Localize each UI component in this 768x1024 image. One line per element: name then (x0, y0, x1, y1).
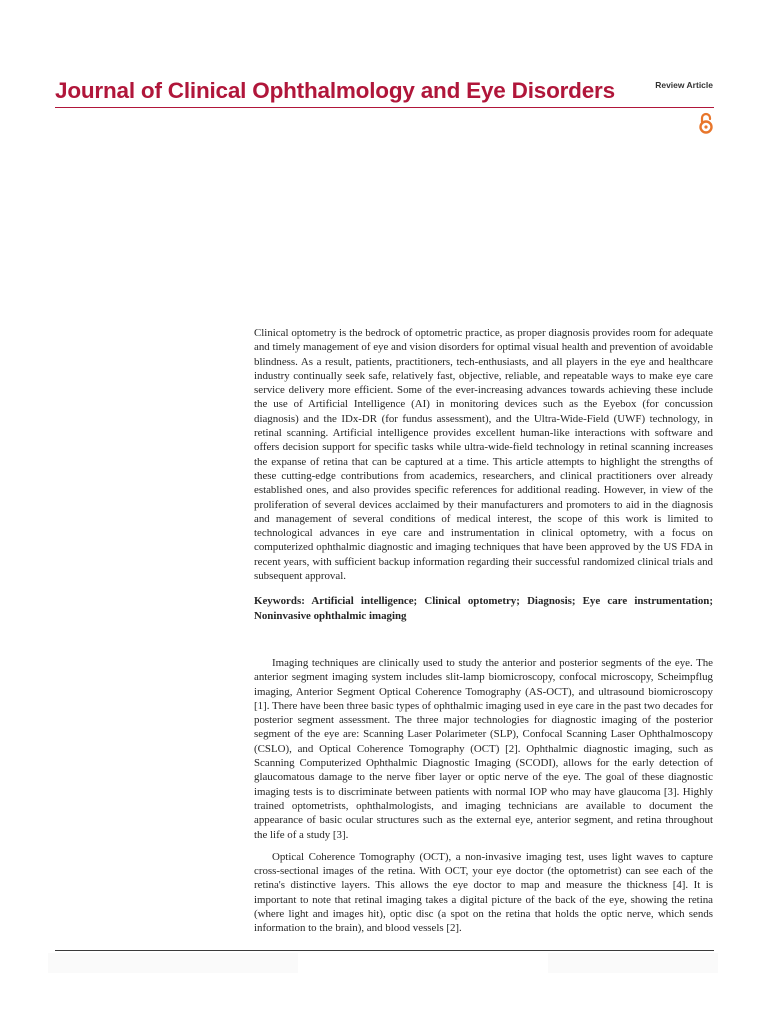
footer-divider (55, 950, 714, 951)
footer-right-block (548, 953, 718, 973)
article-type-label: Review Article (655, 80, 713, 90)
keywords: Keywords: Artificial intelligence; Clinical optometry; Diagnosis; Eye care instrumentation; Noninvasive ophthalmic imaging (254, 595, 713, 622)
journal-title: Journal of Clinical Ophthalmology and Eye Disorders (55, 78, 615, 103)
footer-left-block (48, 953, 298, 973)
article-content (254, 326, 713, 936)
open-access-icon (697, 111, 715, 135)
body-paragraph: Optical Coherence Tomography (OCT), a non-invasive imaging test, uses light waves to capture cross-sectional images of the retina. With OCT, your eye doctor (the optometrist) can see each of the retina's distinctive layers. This allows the eye doctor to map and measure the thickness [4]. It is important to note that retinal imaging takes a digital picture of the back of the eye, showing the retina (where light and images hit), optic disc (a spot on the retina that holds the optic nerve, which sends information to the brain), and blood vessels [2]. (254, 850, 713, 935)
body-paragraph: Imaging techniques are clinically used to study the anterior and posterior segments of the eye. The anterior segment imaging system includes slit-lamp biomicroscopy, confocal microscopy, Scheimpflug imaging, Anterior Segment Optical Coherence Tomography (AS-OCT), and ultrasound biomicroscopy [1]. There have been three basic types of ophthalmic imaging used in eye care in the past two decades for posterior segment assessment. The three major technologies for diagnostic imaging of the posterior segment of the eye are: Scanning Laser Polarimeter (SLP), Confocal Scanning Laser Ophthalmoscopy (CSLO), and Optical Coherence Tomography (OCT) [2]. Ophthalmic diagnostic imaging, such as Scanning Computerized Ophthalmic Diagnostic Imaging (SCODI), allows for the early detection of glaucomatous damage to the nerve fiber layer or optic nerve of the eye. The goal of these diagnostic imaging tests is to discriminate between patients with normal IOP who may have glaucoma [3]. Highly trained optometrists, ophthalmologists, and imaging technicians are available to document the appearance of basic ocular structures such as the external eye, anterior segment, and retina throughout the life of a study [3]. (254, 656, 713, 841)
header-divider (55, 107, 714, 108)
abstract-text: Clinical optometry is the bedrock of optometric practice, as proper diagnosis provides room for adequate and timely management of eye and vision disorders for optimal visual health and prevention of avoidable blindness. As a result, patients, practitioners, tech-enthusiasts, and all players in the eye and healthcare industry continually seek safe, relatively fast, objective, reliable, and repeatable ways to make eye care service delivery more efficient. Some of the ever-increasing advances towards achieving these include the use of Artificial Intelligence (AI) in monitoring devices such as the Eyebox (for concussion diagnosis) and the IDx-DR (for fundus assessment), and the Ultra-Wide-Field (UWF) technology, in retinal scanning. Artificial intelligence provides excellent human-like interactions with software and offers decision support for specific tasks while ultra-wide-field technology in retinal scanning increases the expanse of retina that can be captured at a time. This article attempts to highlight the strengths of these cutting-edge contributions from academics, researchers, and clinical practitioners over already established ones, and also provides specific references for additional reading. However, in view of the proliferation of several devices acclaimed by their manufacturers and promoters to aid in the diagnosis and management of several conditions of medical interest, the scope of this work is limited to technological advances in eye care and instrumentation in clinical optometry, with a focus on computerized ophthalmic diagnostic and imaging techniques that have been approved by the US FDA in recent years, with sufficient backup information regarding their successful randomized clinical trials and subsequent approval. (254, 327, 713, 583)
